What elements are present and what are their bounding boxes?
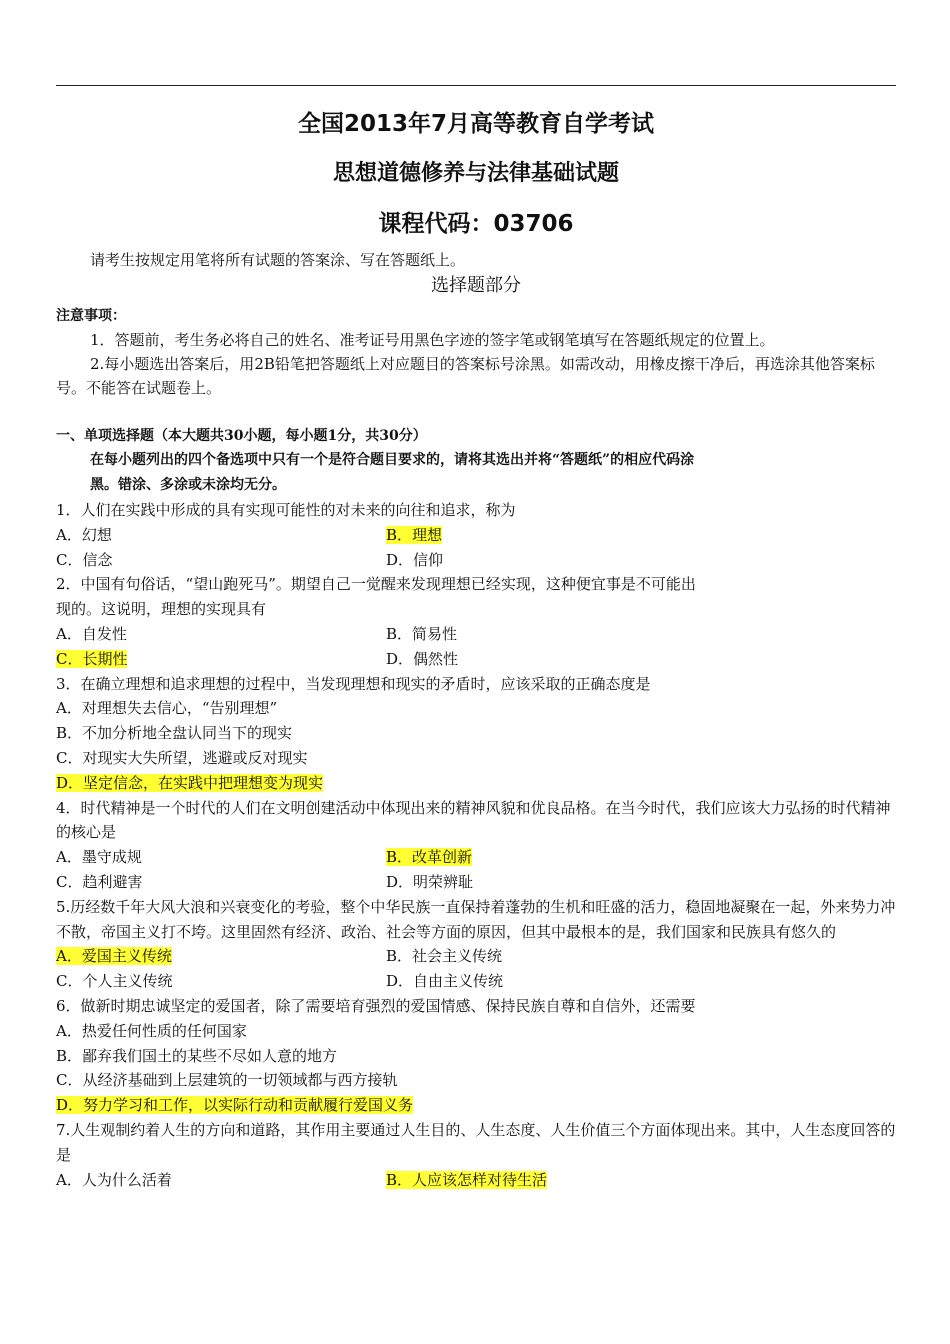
question-4-options: [56, 845, 896, 870]
notice-title: 注意事项：: [56, 308, 126, 324]
question-5-option-b: B．社会主义传统: [386, 947, 503, 966]
question-6-stem: 6．做新时期忠诚坚定的爱国者，除了需要培育强烈的爱国情感、保持民族自尊和自信外，还需要: [56, 996, 696, 1015]
question-3-stem: 3．在确立理想和追求理想的过程中，当发现理想和现实的矛盾时，应该采取的正确态度是: [56, 674, 651, 693]
question-1-options: [56, 523, 896, 548]
question-7-option-a: A．人为什么活着: [56, 1170, 172, 1189]
question-1-option-c: C．信念: [56, 550, 113, 569]
question-2-stem: 2．中国有句俗话，“望山跑死马”。期望自己一觉醒来发现理想已经实现，这种便宜事是不可能出现的。这说明，理想的实现具有: [56, 575, 696, 619]
course-code: 课程代码：03706: [378, 211, 574, 237]
notice-item-2: 2.每小题选出答案后，用2B铅笔把答题纸上对应题目的答案标号涂黑。如需改动，用橡皮擦干净后，再选涂其他答案标号。不能答在试题卷上。: [56, 355, 875, 397]
question-3-option-a: A．对理想失去信心，“告别理想”: [56, 699, 278, 718]
question-4-option-a: A．墨守成规: [56, 848, 142, 867]
question-6-option-d: D．努力学习和工作，以实际行动和贡献履行爱国义务: [56, 1096, 414, 1115]
question-5-options: [56, 944, 896, 969]
question-3-option-b: B．不加分析地全盘认同当下的现实: [56, 724, 293, 743]
question-5-option-a: A．爱国主义传统: [56, 947, 172, 966]
question-2-option-b: B．简易性: [386, 624, 458, 643]
question-7-options: [56, 1168, 896, 1193]
question-1-stem: 1．人们在实践中形成的具有实现可能性的对未来的向往和追求，称为: [56, 501, 516, 519]
question-5-stem: 5.历经数千年大风大浪和兴衰变化的考验，整个中华民族一直保持着蓬勃的生机和旺盛的活力，稳固地凝聚在一起，外来势力冲不散，帝国主义打不垮。这里固然有经济、政治、社会等方面的原因，但其中最根本的是，我们国家和民族具有悠久的: [56, 897, 896, 941]
exam-page: [56, 100, 896, 1192]
question-4-options-row2: [56, 870, 896, 895]
question-5-option-d: D．自由主义传统: [386, 972, 504, 991]
header-rule: [56, 85, 896, 86]
question-1-option-b: B．理想: [386, 525, 443, 544]
exam-subtitle: 思想道德修养与法律基础试题: [332, 161, 619, 186]
part1-description: 在每小题列出的四个备选项中只有一个是符合题目要求的，请将其选出并将“答题纸”的相应代码涂黑。错涂、多涂或未涂均无分。: [90, 452, 695, 493]
question-4-option-b: B．改革创新: [386, 848, 473, 867]
section-title: 选择题部分: [431, 275, 521, 296]
question-7-option-b: B．人应该怎样对待生活: [386, 1170, 548, 1189]
question-4-stem: 4．时代精神是一个时代的人们在文明创建活动中体现出来的精神风貌和优良品格。在当今时代，我们应该大力弘扬的时代精神的核心是: [56, 798, 891, 842]
question-2-option-d: D．偶然性: [386, 649, 459, 668]
question-7-stem: 7.人生观制约着人生的方向和道路，其作用主要通过人生目的、人生态度、人生价值三个方面体现出来。其中，人生态度回答的是: [56, 1120, 896, 1164]
question-5-option-c: C．个人主义传统: [56, 972, 173, 991]
question-6-option-b: B．鄙弃我们国土的某些不尽如人意的地方: [56, 1046, 338, 1065]
question-1-options-row2: [56, 548, 896, 573]
question-4-option-d: D．明荣辨耻: [386, 872, 474, 891]
question-4-option-c: C．趋利避害: [56, 872, 143, 891]
exam-title: 全国2013年7月高等教育自学考试: [297, 111, 655, 137]
question-2-options: [56, 622, 896, 647]
question-2-options-row2: [56, 647, 896, 672]
answer-instruction: 请考生按规定用笔将所有试题的答案涂、写在答题纸上。: [90, 251, 466, 269]
question-5-options-row2: [56, 969, 896, 994]
question-3-option-c: C．对现实大失所望，逃避或反对现实: [56, 748, 308, 767]
question-1-option-d: D．信仰: [386, 550, 444, 569]
question-2-option-a: A．自发性: [56, 624, 127, 643]
question-6-option-c: C．从经济基础到上层建筑的一切领域都与西方接轨: [56, 1071, 398, 1090]
question-6-option-a: A．热爱任何性质的任何国家: [56, 1021, 247, 1040]
notice-item-1: 1．答题前，考生务必将自己的姓名、准考证号用黑色字迹的签字笔或钢笔填写在答题纸规定的位置上。: [90, 331, 775, 349]
question-1-option-a: A．幻想: [56, 525, 112, 544]
question-3-option-d: D．坚定信念，在实践中把理想变为现实: [56, 773, 324, 792]
part1-heading: 一、单项选择题（本大题共30小题，每小题1分，共30分）: [56, 428, 427, 444]
question-2-option-c: C．长期性: [56, 649, 128, 668]
